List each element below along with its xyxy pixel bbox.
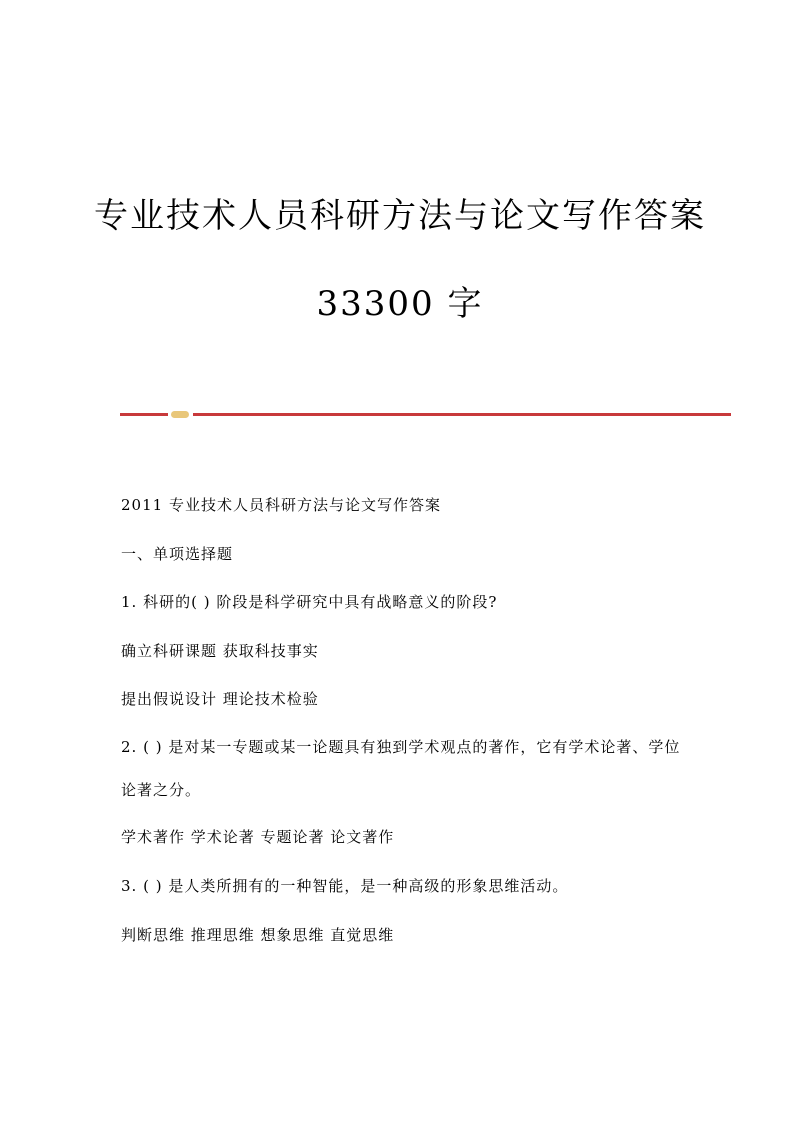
question-3-options: 判断思维 推理思维 想象思维 直觉思维 [121,926,395,944]
content-heading: 2011 专业技术人员科研方法与论文写作答案 [121,496,441,514]
question-2-options: 学术著作 学术论著 专题论著 论文著作 [121,828,395,846]
document-title: 专业技术人员科研方法与论文写作答案 [94,196,706,236]
question-1-options-b: 提出假说设计 理论技术检验 [121,690,319,708]
section-heading: 一、单项选择题 [121,545,234,563]
question-3: 3. ( ) 是人类所拥有的一种智能，是一种高级的形象思维活动。 [121,877,569,895]
question-2-line-2: 论著之分。 [121,781,202,799]
question-2-line-1: 2. ( ) 是对某一专题或某一论题具有独到学术观点的著作，它有学术论著、学位 [121,738,681,756]
question-1: 1. 科研的( ) 阶段是科学研究中具有战略意义的阶段? [121,593,498,611]
divider-left [120,413,168,416]
divider-right [193,413,731,416]
document-subtitle: 33300 字 [316,284,484,324]
divider-ornament [171,411,189,418]
question-1-options-a: 确立科研课题 获取科技事实 [121,642,319,660]
